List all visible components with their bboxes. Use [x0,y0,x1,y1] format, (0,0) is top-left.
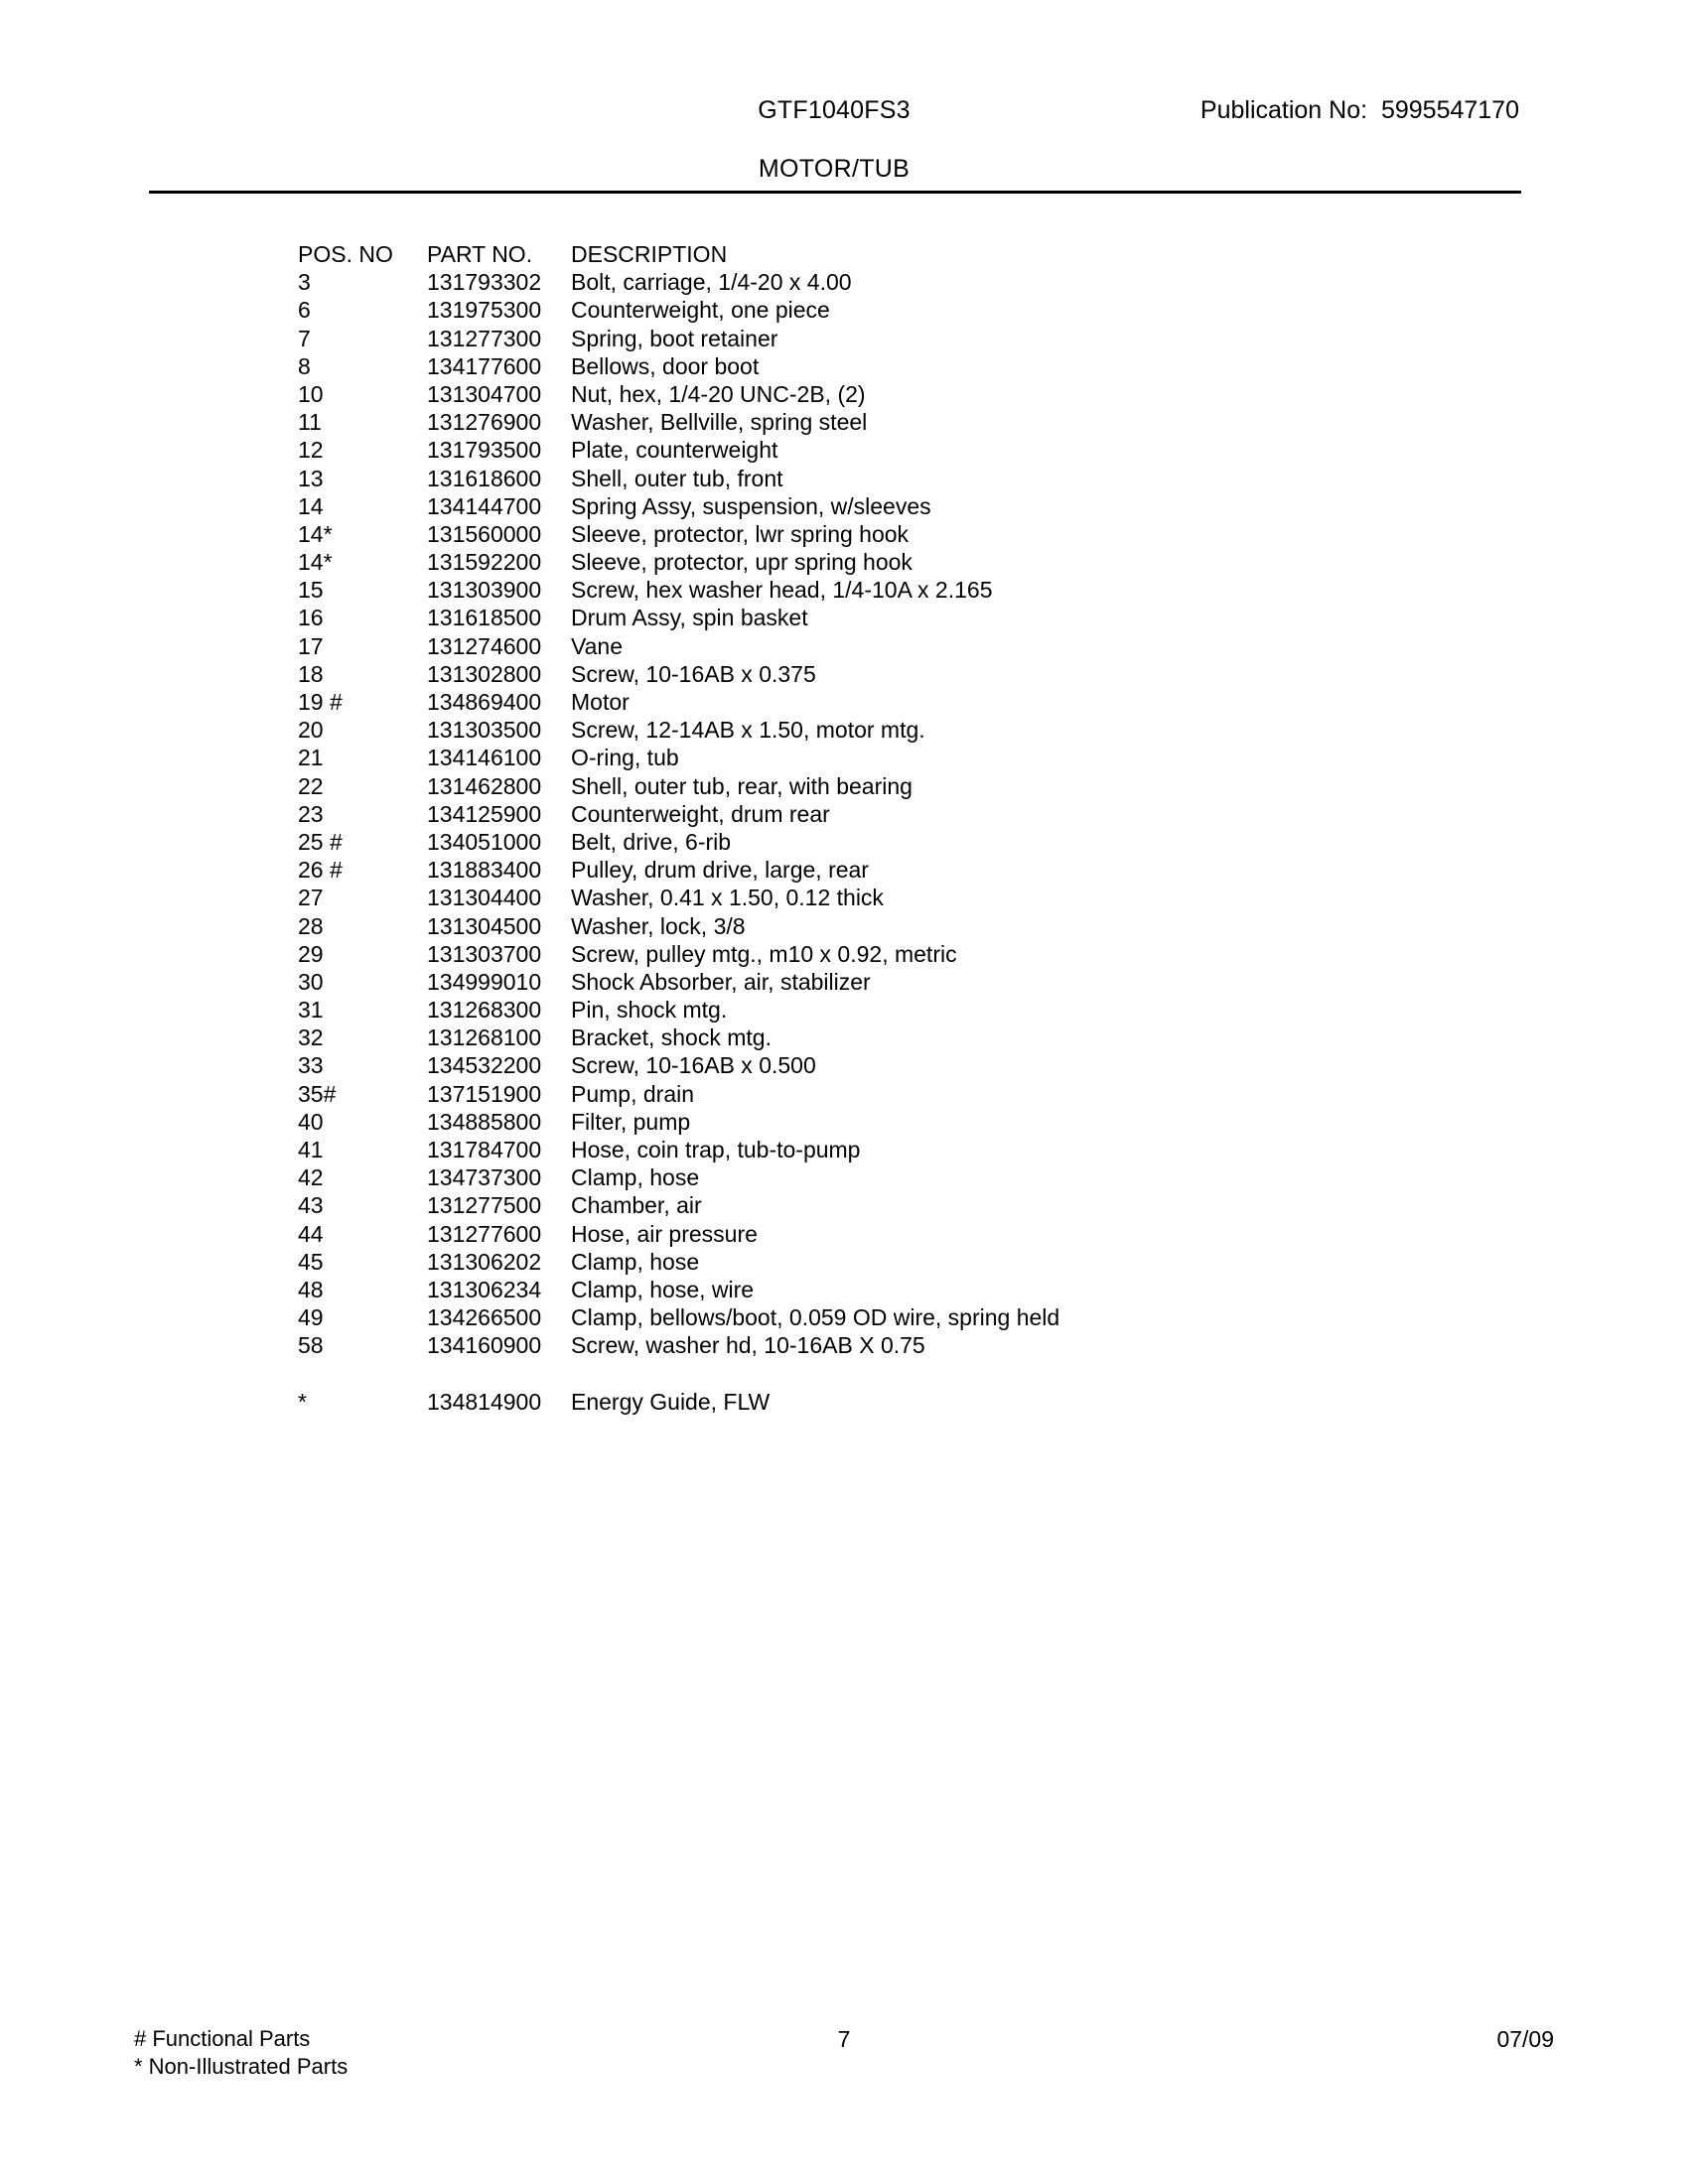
cell-pos-no: 35# [298,1080,337,1107]
cell-pos-no: 32 [298,1024,324,1051]
cell-description: Sleeve, protector, lwr spring hook [571,520,910,547]
cell-description: Screw, 10-16AB x 0.500 [571,1052,816,1079]
cell-description: Screw, hex washer head, 1/4-10A x 2.165 [571,577,993,604]
cell-pos-no: 42 [298,1164,324,1191]
cell-part-no: 131793500 [427,437,542,464]
cell-part-no: 134885800 [427,1108,542,1135]
cell-pos-no: 16 [298,605,324,631]
cell-description: Clamp, hose, wire [571,1276,755,1302]
cell-description: Filter, pump [571,1108,691,1135]
cell-description: Bracket, shock mtg. [571,1024,772,1051]
cell-description: Screw, 10-16AB x 0.375 [571,660,816,687]
cell-part-no: 134160900 [427,1332,542,1359]
cell-description: Vane [571,632,624,659]
cell-pos-no: 43 [298,1192,324,1219]
cell-part-no: 131618600 [427,465,542,491]
cell-pos-no: 45 [298,1248,324,1275]
cell-pos-no: 17 [298,632,324,659]
cell-pos-no: 27 [298,885,324,911]
cell-part-no: 131268100 [427,1024,542,1051]
cell-part-no: 134266500 [427,1304,542,1331]
cell-pos-no: * [298,1388,307,1415]
cell-description: Washer, lock, 3/8 [571,912,746,939]
cell-pos-no: 18 [298,660,324,687]
cell-part-no: 134869400 [427,689,542,715]
cell-pos-no: 3 [298,269,311,296]
cell-pos-no: 13 [298,465,324,491]
cell-part-no: 131975300 [427,297,542,324]
cell-pos-no: 30 [298,968,324,995]
cell-description: O-ring, tub [571,745,679,771]
cell-description: Spring, boot retainer [571,325,778,351]
cell-pos-no: 15 [298,577,324,604]
cell-pos-no: 23 [298,800,324,827]
cell-pos-no: 8 [298,352,311,379]
document-date: 07/09 [1496,2026,1554,2052]
cell-part-no: 134737300 [427,1164,542,1191]
cell-part-no: 131462800 [427,772,542,799]
cell-part-no: 131303500 [427,717,542,744]
cell-pos-no: 22 [298,772,324,799]
cell-pos-no: 58 [298,1332,324,1359]
cell-description: Bellows, door boot [571,352,760,379]
cell-description: Clamp, bellows/boot, 0.059 OD wire, spring held [571,1304,1060,1331]
cell-part-no: 131277500 [427,1192,542,1219]
cell-pos-no: 21 [298,745,324,771]
cell-part-no: 131276900 [427,409,542,436]
cell-description: Screw, 12-14AB x 1.50, motor mtg. [571,717,925,744]
model-number: GTF1040FS3 [758,96,911,124]
cell-pos-no: 44 [298,1220,324,1247]
cell-part-no: 131883400 [427,857,542,884]
cell-pos-no: 41 [298,1137,324,1162]
cell-pos-no: 11 [298,409,322,436]
cell-pos-no: 14* [298,549,333,576]
cell-description: Clamp, hose [571,1248,700,1275]
page-footer [134,2025,1554,2095]
cell-part-no: 131306234 [427,1276,542,1302]
cell-part-no: 131302800 [427,660,542,687]
cell-pos-no: 31 [298,997,324,1024]
cell-description: Hose, coin trap, tub-to-pump [571,1137,861,1162]
cell-pos-no: 12 [298,437,324,464]
cell-description: Pump, drain [571,1080,695,1107]
cell-pos-no: 49 [298,1304,324,1331]
cell-description: Bolt, carriage, 1/4-20 x 4.00 [571,269,852,296]
cell-description: Hose, air pressure [571,1220,758,1247]
cell-description: Spring Assy, suspension, w/sleeves [571,492,931,519]
cell-description: Plate, counterweight [571,437,778,464]
cell-description: Pin, shock mtg. [571,997,728,1024]
cell-pos-no: 6 [298,297,311,324]
cell-part-no: 131793302 [427,269,542,296]
cell-part-no: 134999010 [427,968,542,995]
cell-description: Belt, drive, 6-rib [571,828,732,855]
cell-pos-no: 14 [298,492,324,519]
cell-part-no: 131304400 [427,885,542,911]
cell-description: Chamber, air [571,1192,702,1219]
cell-pos-no: 28 [298,912,324,939]
cell-part-no: 131784700 [427,1137,542,1162]
cell-pos-no: 26 # [298,857,343,884]
cell-description: Shell, outer tub, front [571,465,783,491]
cell-part-no: 134144700 [427,492,542,519]
cell-description: Washer, 0.41 x 1.50, 0.12 thick [571,885,884,911]
cell-part-no: 134177600 [427,352,542,379]
cell-part-no: 131304500 [427,912,542,939]
cell-description: Pulley, drum drive, large, rear [571,857,869,884]
cell-part-no: 131306202 [427,1248,542,1275]
cell-pos-no: 10 [298,380,324,407]
cell-part-no: 134532200 [427,1052,542,1079]
cell-part-no: 131592200 [427,549,542,576]
page-header [149,95,1519,125]
cell-part-no: 131303900 [427,577,542,604]
cell-part-no: 131268300 [427,997,542,1024]
cell-part-no: 131618500 [427,605,542,631]
cell-description: Sleeve, protector, upr spring hook [571,549,913,576]
cell-part-no: 131277300 [427,325,542,351]
cell-pos-no: 7 [298,325,311,351]
cell-description: Shell, outer tub, rear, with bearing [571,772,913,799]
cell-description: Washer, Bellville, spring steel [571,409,868,436]
cell-pos-no: 29 [298,940,324,967]
cell-description: Counterweight, one piece [571,297,830,324]
cell-part-no: 134125900 [427,800,542,827]
cell-part-no: 134146100 [427,745,542,771]
cell-pos-no: 20 [298,717,324,744]
cell-part-no: 134814900 [427,1388,542,1415]
cell-description: Counterweight, drum rear [571,800,830,827]
footnote-non-illustrated-parts: * Non-Illustrated Parts [134,2054,349,2079]
header-divider [149,191,1521,194]
cell-pos-no: 25 # [298,828,343,855]
cell-description: Nut, hex, 1/4-20 UNC-2B, (2) [571,380,866,407]
cell-description: Motor [571,689,630,715]
cell-pos-no: 19 # [298,689,343,715]
cell-pos-no: 40 [298,1108,324,1135]
footnote-functional-parts: # Functional Parts [134,2026,311,2051]
publication-number: Publication No: 5995547170 [1199,96,1519,124]
column-header-part-no: PART NO. [427,241,533,267]
cell-pos-no: 48 [298,1276,324,1302]
cell-part-no: 137151900 [427,1080,542,1107]
cell-description: Drum Assy, spin basket [571,605,808,631]
section-title: MOTOR/TUB [758,155,911,183]
cell-pos-no: 33 [298,1052,324,1079]
cell-description: Screw, washer hd, 10-16AB X 0.75 [571,1332,925,1359]
cell-part-no: 134051000 [427,828,542,855]
cell-part-no: 131560000 [427,520,542,547]
column-header-description: DESCRIPTION [571,241,728,267]
cell-part-no: 131304700 [427,380,542,407]
cell-part-no: 131277600 [427,1220,542,1247]
cell-description: Clamp, hose [571,1164,700,1191]
column-header-pos-no: POS. NO [298,241,393,267]
cell-part-no: 131303700 [427,940,542,967]
cell-part-no: 131274600 [427,632,542,659]
cell-description: Energy Guide, FLW [571,1388,771,1415]
cell-description: Shock Absorber, air, stabilizer [571,968,871,995]
cell-description: Screw, pulley mtg., m10 x 0.92, metric [571,940,957,967]
cell-pos-no: 14* [298,520,333,547]
page-number: 7 [837,2026,851,2052]
